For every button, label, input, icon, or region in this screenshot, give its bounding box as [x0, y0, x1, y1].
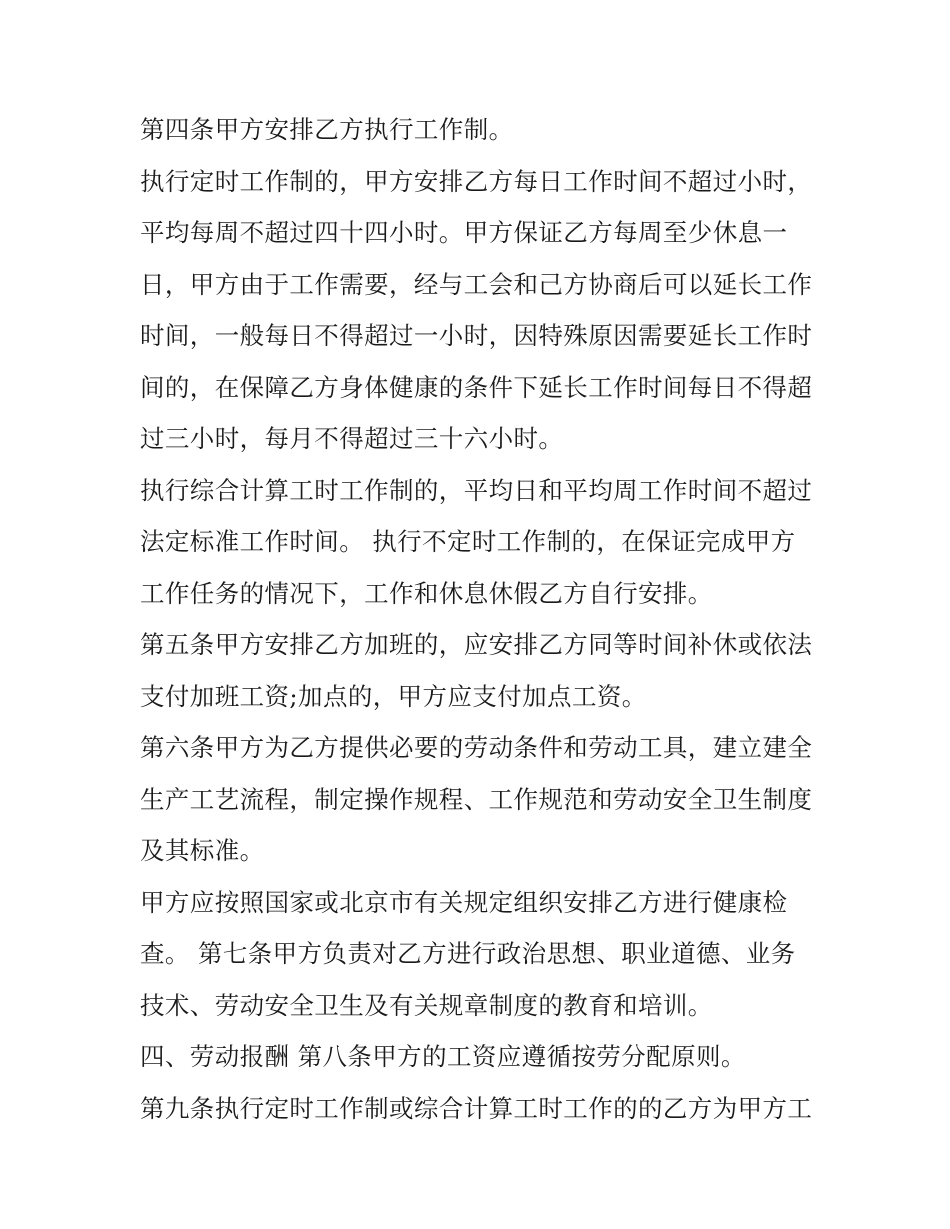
text-line: 执行综合计算工时工作制的，平均日和平均周工作时间不超过 [140, 475, 813, 505]
text-line: 间的，在保障乙方身体健康的条件下延长工作时间每日不得超 [140, 372, 813, 402]
text-line: 工作任务的情况下，工作和休息休假乙方自行安排。 [140, 578, 713, 608]
text-line: 时间，一般每日不得超过一小时，因特殊原因需要延长工作时 [140, 321, 813, 350]
text-line: 甲方应按照国家或北京市有关规定组织安排乙方进行健康检 [140, 887, 788, 917]
text-line: 及其标准。 [140, 836, 265, 865]
text-line: 法定标准工作时间。 执行不定时工作制的，在保证完成甲方 [140, 527, 796, 556]
document-body [140, 104, 820, 1134]
text-line: 第六条甲方为乙方提供必要的劳动条件和劳动工具，建立建全 [140, 733, 813, 762]
text-line: 过三小时，每月不得超过三十六小时。 [140, 424, 564, 453]
text-line: 支付加班工资;加点的，甲方应支付加点工资。 [140, 681, 647, 711]
text-line: 四、劳动报酬 第八条甲方的工资应遵循按劳分配原则。 [140, 1042, 746, 1071]
text-line: 第四条甲方安排乙方执行工作制。 [140, 115, 514, 144]
text-line: 生产工艺流程，制定操作规程、工作规范和劳动安全卫生制度 [140, 784, 813, 814]
text-line: 第九条执行定时工作制或综合计算工时工作的的乙方为甲方工 [140, 1093, 813, 1123]
text-line: 第五条甲方安排乙方加班的，应安排乙方同等时间补休或依法 [140, 630, 813, 659]
text-line: 技术、劳动安全卫生及有关规章制度的教育和培训。 [140, 990, 713, 1020]
text-line: 平均每周不超过四十四小时。甲方保证乙方每周至少休息一 [140, 218, 788, 247]
text-line: 日，甲方由于工作需要，经与工会和己方协商后可以延长工作 [140, 269, 813, 299]
text-line: 查。 第七条甲方负责对乙方进行政治思想、职业道德、业务 [140, 939, 796, 968]
text-line: 执行定时工作制的，甲方安排乙方每日工作时间不超过小时， [140, 166, 813, 196]
